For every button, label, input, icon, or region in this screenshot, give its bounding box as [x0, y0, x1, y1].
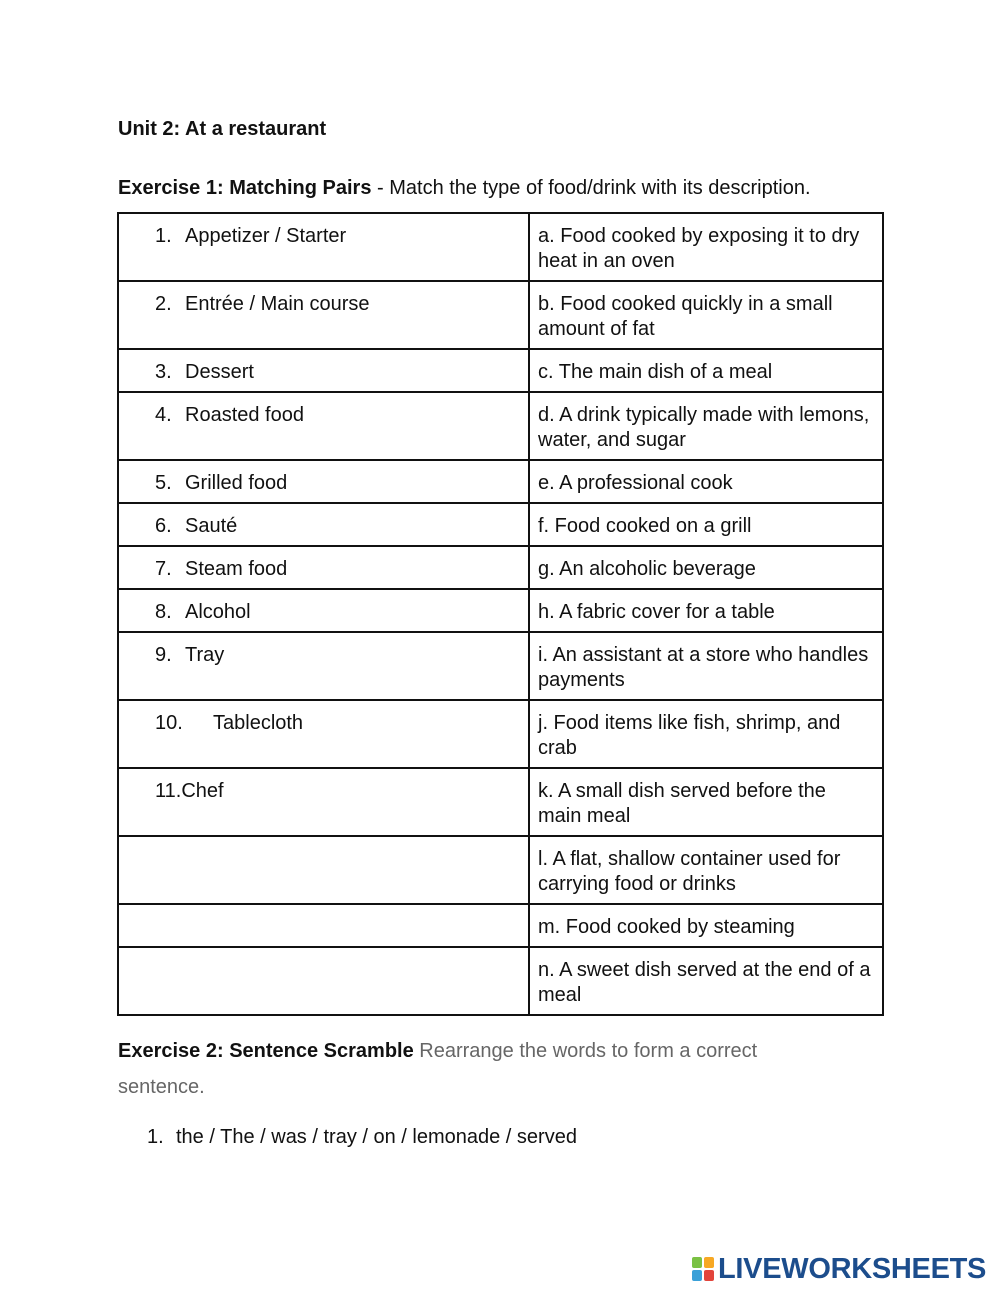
- term-cell: [118, 768, 529, 836]
- term-cell: [118, 700, 529, 768]
- table-row: [118, 392, 883, 460]
- page-title: Unit 2: At a restaurant: [118, 118, 327, 140]
- term-text: Appetizer / Starter: [185, 225, 347, 247]
- term-number: 3.: [155, 361, 172, 383]
- term-text: Dessert: [185, 361, 254, 383]
- table-row: [118, 281, 883, 349]
- term-number: 9.: [155, 644, 172, 666]
- matching-table: [117, 212, 884, 1016]
- term-text: Tray: [185, 644, 225, 666]
- scramble-number: 1.: [147, 1126, 164, 1148]
- term-text: Steam food: [185, 558, 288, 580]
- term-number: 7.: [155, 558, 172, 580]
- term-number: 10.: [155, 712, 183, 734]
- term-cell: [118, 632, 529, 700]
- term-text: Alcohol: [185, 601, 251, 623]
- scramble-item: [147, 1126, 577, 1149]
- table-row: [118, 904, 883, 947]
- table-row: [118, 349, 883, 392]
- term-text: Roasted food: [185, 404, 304, 426]
- liveworksheets-logo-text: LIVEWORKSHEETS: [718, 1252, 987, 1285]
- exercise-1-instruction: - Match the type of food/drink with its description.: [371, 177, 811, 199]
- term-number: 6.: [155, 515, 172, 537]
- table-row: [118, 768, 883, 836]
- term-number: 8.: [155, 601, 172, 623]
- definition-cell: b. Food cooked quickly in a small amount of fat: [529, 281, 883, 349]
- definition-cell: n. A sweet dish served at the end of a meal: [529, 947, 883, 1015]
- exercise-1-heading: [118, 177, 811, 200]
- definition-cell: k. A small dish served before the main meal: [529, 768, 883, 836]
- term-cell: [118, 947, 529, 1015]
- definition-cell: h. A fabric cover for a table: [529, 589, 883, 632]
- term-cell: [118, 836, 529, 904]
- term-cell: [118, 503, 529, 546]
- definition-cell: f. Food cooked on a grill: [529, 503, 883, 546]
- term-text: Grilled food: [185, 472, 288, 494]
- term-cell: [118, 460, 529, 503]
- term-cell: [118, 349, 529, 392]
- liveworksheets-logo: [692, 1252, 986, 1286]
- exercise-1-title: Exercise 1: Matching Pairs: [118, 177, 372, 199]
- term-text: Entrée / Main course: [185, 293, 370, 315]
- definition-cell: g. An alcoholic beverage: [529, 546, 883, 589]
- definition-cell: c. The main dish of a meal: [529, 349, 883, 392]
- table-row: [118, 632, 883, 700]
- table-row: [118, 503, 883, 546]
- table-row: [118, 213, 883, 281]
- scramble-text: the / The / was / tray / on / lemonade / served: [176, 1126, 577, 1148]
- exercise-2-title: Exercise 2: Sentence Scramble: [118, 1040, 414, 1062]
- term-number: 1.: [155, 225, 172, 247]
- term-number: 5.: [155, 472, 172, 494]
- term-cell: [118, 546, 529, 589]
- definition-cell: i. An assistant at a store who handles payments: [529, 632, 883, 700]
- definition-cell: a. Food cooked by exposing it to dry heat in an oven: [529, 213, 883, 281]
- exercise-2-instruction: Rearrange the words to form a correct sentence.: [118, 1040, 758, 1098]
- table-row: [118, 947, 883, 1015]
- definition-cell: e. A professional cook: [529, 460, 883, 503]
- table-row: [118, 589, 883, 632]
- definition-cell: m. Food cooked by steaming: [529, 904, 883, 947]
- table-row: [118, 460, 883, 503]
- term-cell: [118, 213, 529, 281]
- definition-cell: l. A flat, shallow container used for carrying food or drinks: [529, 836, 883, 904]
- term-cell: [118, 904, 529, 947]
- exercise-2-heading: [118, 1033, 818, 1105]
- term-text: Chef: [181, 780, 224, 802]
- table-row: [118, 836, 883, 904]
- term-text: Tablecloth: [213, 712, 304, 734]
- table-row: [118, 700, 883, 768]
- liveworksheets-logo-icon: [692, 1257, 714, 1281]
- term-text: Sauté: [185, 515, 238, 537]
- term-cell: [118, 281, 529, 349]
- definition-cell: d. A drink typically made with lemons, water, and sugar: [529, 392, 883, 460]
- term-number: 2.: [155, 293, 172, 315]
- term-cell: [118, 589, 529, 632]
- term-number: 11.: [155, 780, 182, 802]
- definition-cell: j. Food items like fish, shrimp, and crab: [529, 700, 883, 768]
- term-number: 4.: [155, 404, 172, 426]
- table-row: [118, 546, 883, 589]
- term-cell: [118, 392, 529, 460]
